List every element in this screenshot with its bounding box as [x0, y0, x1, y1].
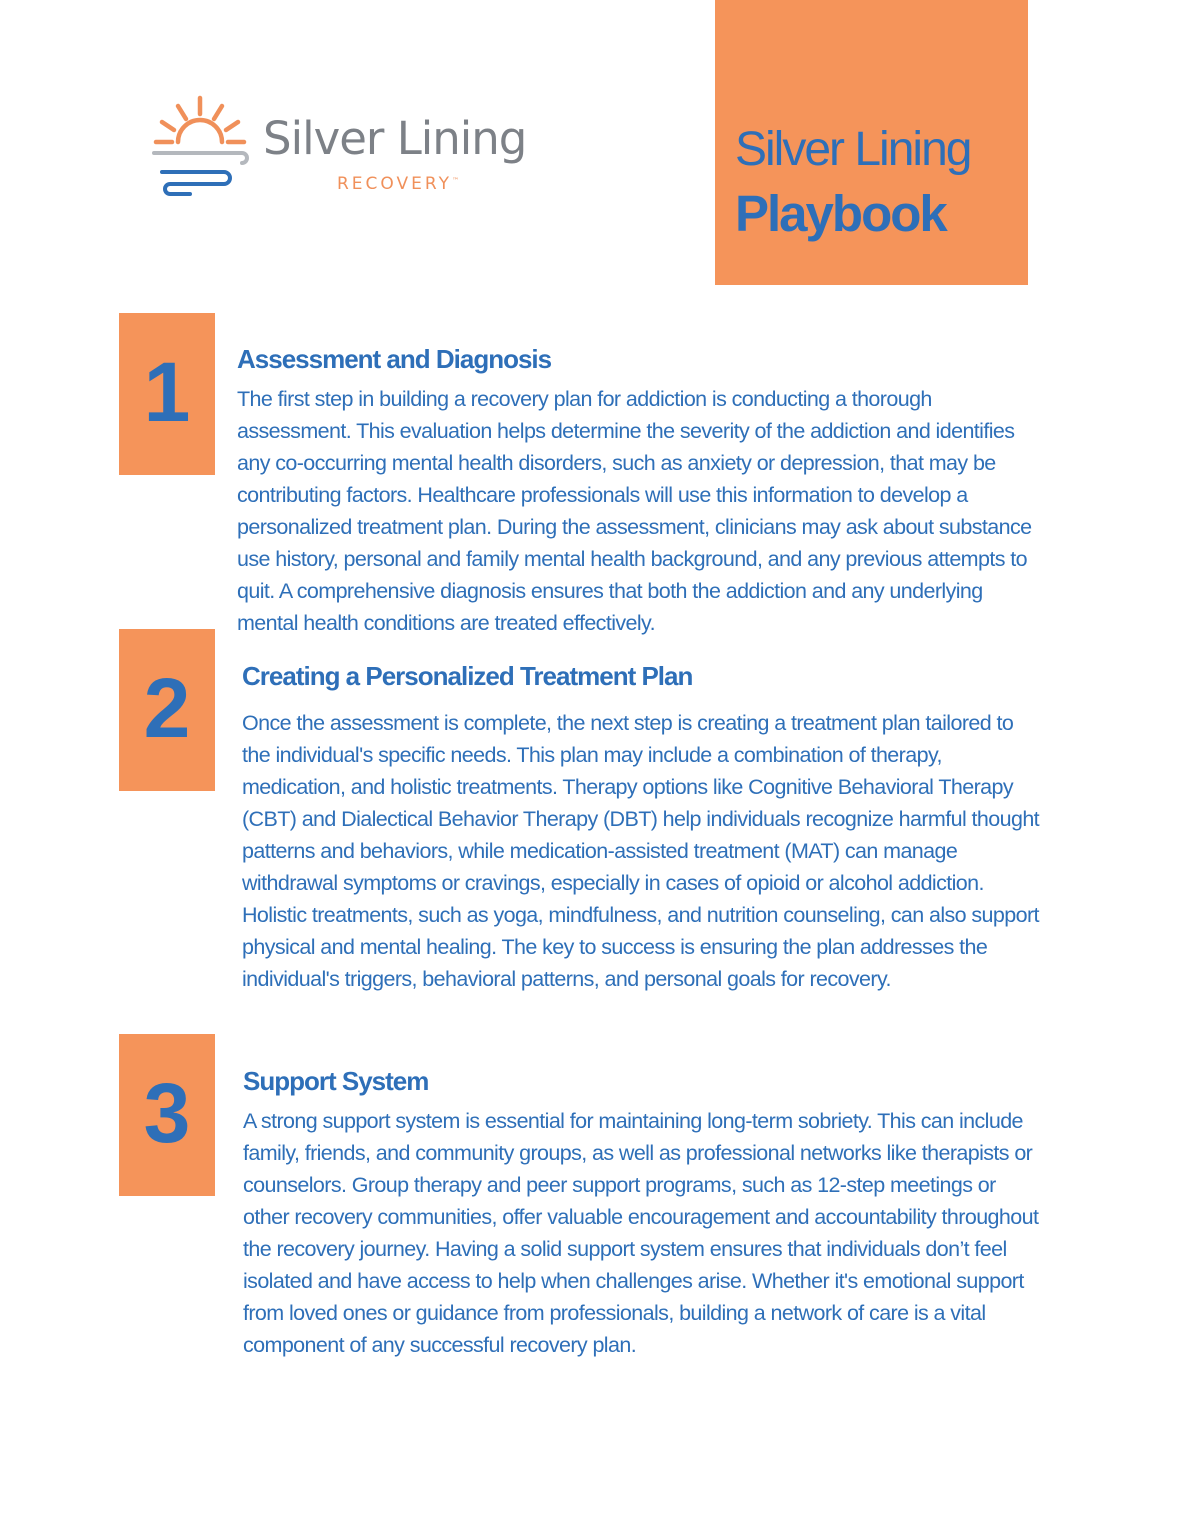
logo-subtitle: RECOVERY™	[337, 174, 459, 194]
section-heading: Support System	[243, 1066, 429, 1096]
section-number-1-badge	[119, 313, 215, 475]
section-number: 2	[143, 661, 191, 755]
section-number: 3	[143, 1066, 191, 1160]
title-line-1: Silver Lining	[735, 123, 971, 176]
section-body: The first step in building a recovery plan for addiction is conducting a thorough assessment. This evaluation helps determine the severity of the addiction and identifies any co-occurring mental health disorders, such as anxiety or depression, that may be contributing factors. Healthcare professionals will use this information to develop a personalized treatment plan. During the assessment, clinicians may ask about substance use history, personal and family mental health background, and any previous attempts to quit. A comprehensive diagnosis ensures that both the addiction and any underlying mental health conditions are treated effectively.	[237, 387, 1032, 635]
sunrise-logo-icon	[150, 92, 250, 202]
section-body: Once the assessment is complete, the next step is creating a treatment plan tailored to the individual's specific needs. This plan may include a combination of therapy, medication, and holistic treatments. Therapy options like Cognitive Behavioral Therapy (CBT) and Dialectical Behavior Therapy (DBT) help individuals recognize harmful thought patterns and behaviors, while medication-assisted treatment (MAT) can manage withdrawal symptoms or cravings, especially in cases of opioid or alcohol addiction. Holistic treatments, such as yoga, mindfulness, and nutrition counseling, can also support physical and mental healing. The key to success is ensuring the plan addresses the individual's triggers, behavioral patterns, and personal goals for recovery.	[242, 711, 1040, 991]
section-support-system	[243, 1066, 1043, 1361]
brand-logo	[150, 92, 550, 202]
trademark-mark: ™	[452, 176, 459, 185]
title-line-2: Playbook	[735, 185, 946, 242]
section-number-3-badge	[119, 1034, 215, 1196]
section-treatment-plan	[242, 661, 1042, 995]
logo-wordmark: Silver Lining	[263, 112, 527, 165]
section-assessment	[237, 344, 1037, 639]
section-heading: Assessment and Diagnosis	[237, 344, 552, 374]
section-heading: Creating a Personalized Treatment Plan	[242, 661, 693, 691]
title-block	[715, 0, 1028, 285]
section-number: 1	[143, 345, 191, 439]
section-body: A strong support system is essential for maintaining long-term sobriety. This can include family, friends, and community groups, as well as professional networks like therapists or counselors. Group therapy and peer support programs, such as 12-step meetings or other recovery communities, offer valuable encouragement and accountability throughout the recovery journey. Having a solid support system ensures that individuals don’t feel isolated and have access to help when challenges arise. Whether it's emotional support from loved ones or guidance from professionals, building a network of care is a vital component of any successful recovery plan.	[243, 1109, 1039, 1357]
section-number-2-badge	[119, 629, 215, 791]
